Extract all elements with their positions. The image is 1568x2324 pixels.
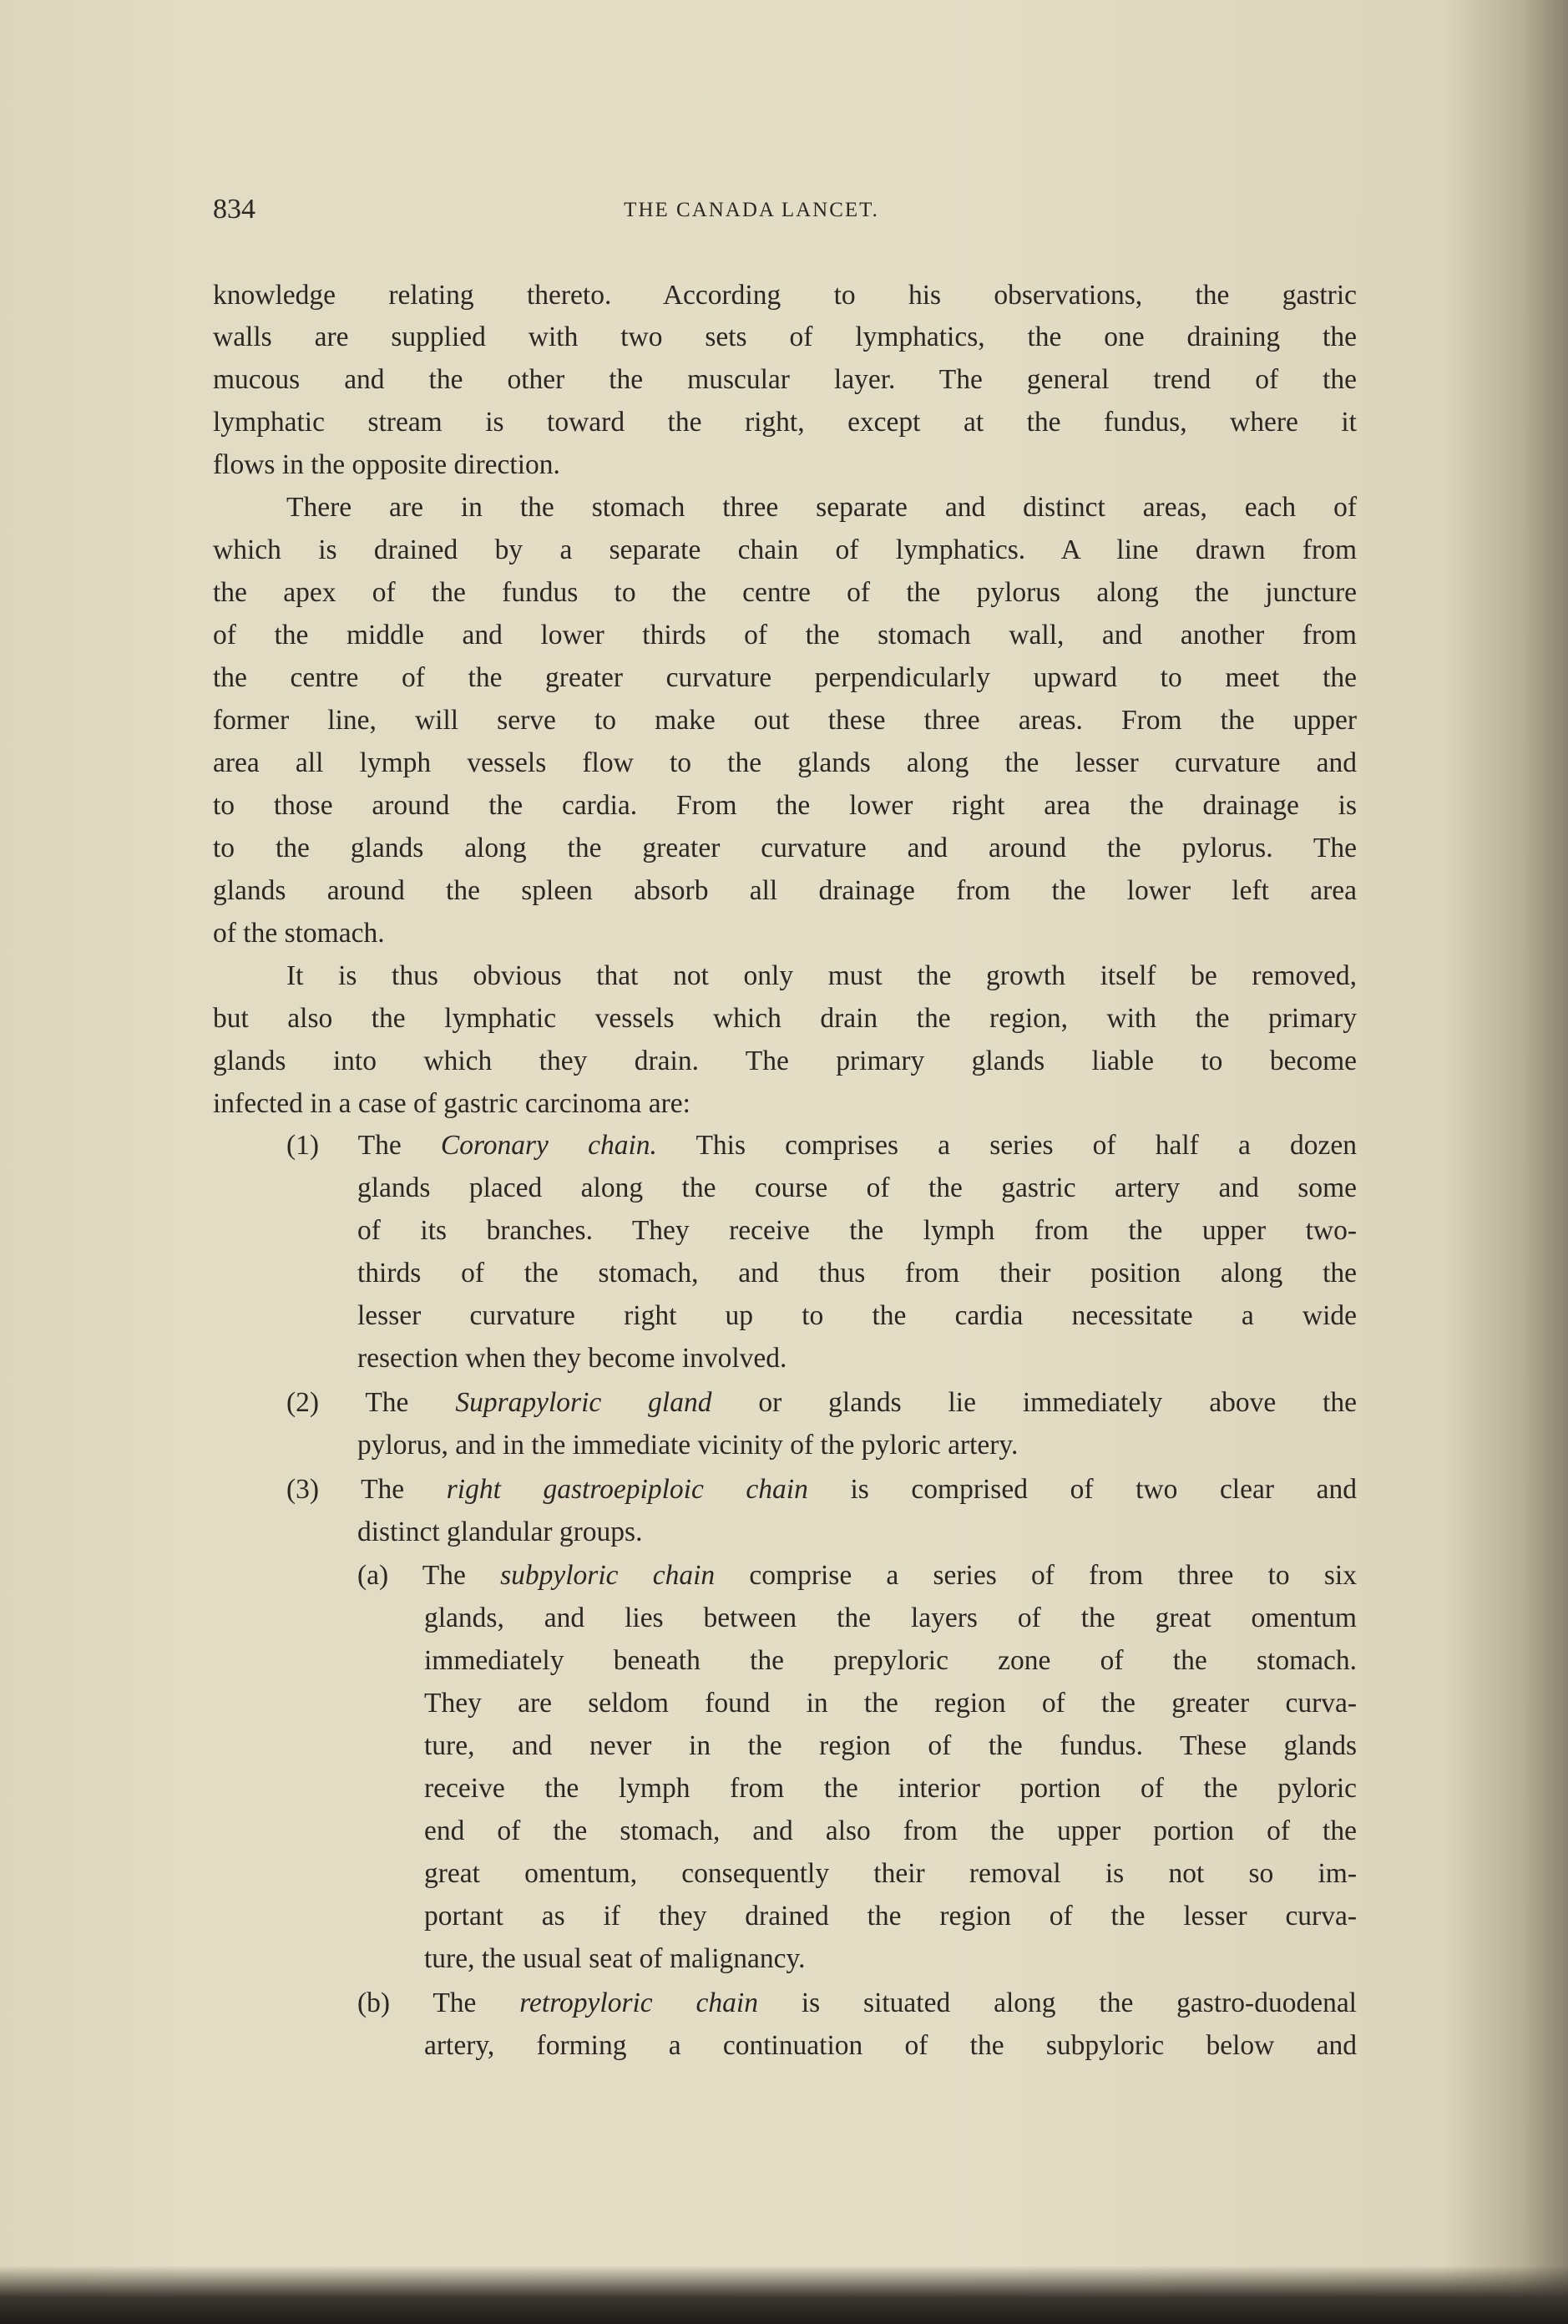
text-run: glands placed along the course of the gastric artery and some: [357, 1172, 1357, 1203]
text-run: artery, forming a continuation of the subpyloric below and: [424, 2030, 1357, 2061]
text-run: immediately beneath the prepyloric zone of the stomach.: [424, 1645, 1357, 1676]
text-run: There are in the stomach three separate and distinct areas, each of: [286, 492, 1357, 523]
text-run: receive the lymph from the interior portion of the pyloric: [424, 1773, 1357, 1804]
text-run: ture, the usual seat of malignancy.: [424, 1943, 806, 1974]
text-line: [213, 1047, 1357, 1076]
text-run: the centre of the greater curvature perpendicularly upward to meet the: [213, 662, 1357, 693]
text-line: [357, 1174, 1357, 1203]
text-run: mucous and the other the muscular layer. The general trend of the: [213, 364, 1357, 395]
text-line: [424, 1945, 805, 1973]
text-line: [424, 1860, 1357, 1888]
text-line: [213, 451, 560, 479]
text-run: which is drained by a separate chain of lymphatics. A line drawn from: [213, 534, 1357, 565]
text-run: This comprises a series of half a dozen: [656, 1130, 1357, 1161]
text-run: is situated along the gastro-duodenal: [757, 1987, 1357, 2018]
text-run: infected in a case of gastric carcinoma are:: [213, 1088, 690, 1119]
text-line: [213, 1005, 1357, 1033]
text-line: [213, 579, 1357, 607]
text-run: but also the lymphatic vessels which drain the region, with the primary: [213, 1003, 1357, 1034]
text-run: flows in the opposite direction.: [213, 449, 560, 480]
text-run: It is thus obvious that not only must the growth itself be removed,: [286, 960, 1357, 991]
text-line: [424, 2032, 1357, 2060]
text-run: former line, will serve to make out these three areas. From the upper: [213, 705, 1357, 736]
text-run: the apex of the fundus to the centre of the pylorus along the juncture: [213, 577, 1357, 608]
text-run: (b) The: [357, 1987, 520, 2018]
text-line: [213, 536, 1357, 565]
text-line: [213, 792, 1357, 820]
text-line: [213, 877, 1357, 905]
text-line: [357, 1989, 1357, 2018]
italic-term: Coronary chain.: [440, 1130, 657, 1161]
text-line: [424, 1817, 1357, 1846]
text-run: of the stomach.: [213, 918, 385, 949]
text-run: to the glands along the greater curvature and around the pylorus. The: [213, 833, 1357, 863]
text-line: [213, 323, 1357, 352]
text-run: of the middle and lower thirds of the stomach wall, and another from: [213, 620, 1357, 651]
text-run: to those around the cardia. From the lower right area the drainage is: [213, 790, 1357, 821]
text-run: is comprised of two clear and: [807, 1474, 1357, 1505]
italic-term: retropyloric chain: [519, 1987, 758, 2018]
text-line: [286, 1476, 1357, 1504]
text-line: [213, 749, 1357, 777]
text-run: They are seldom found in the region of the greater curva-: [424, 1688, 1357, 1719]
text-run: lesser curvature right up to the cardia necessitate a wide: [357, 1300, 1357, 1331]
text-line: [424, 1689, 1357, 1718]
text-run: glands, and lies between the layers of the great omentum: [424, 1602, 1357, 1633]
page-edge-shadow: [0, 2266, 1568, 2324]
text-line: [357, 1344, 787, 1373]
text-run: glands into which they drain. The primary glands liable to become: [213, 1046, 1357, 1076]
text-line: [424, 1647, 1357, 1675]
text-run: of its branches. They receive the lymph from the upper two-: [357, 1215, 1357, 1246]
text-run: knowledge relating thereto. According to his observations, the gastric: [213, 280, 1357, 311]
text-line: [424, 1732, 1357, 1760]
text-run: great omentum, consequently their removal is not so im-: [424, 1858, 1357, 1889]
text-run: (1) The: [286, 1130, 441, 1161]
text-line: [286, 962, 1357, 990]
text-line: [213, 1090, 690, 1118]
text-run: (3) The: [286, 1474, 447, 1505]
text-line: [424, 1775, 1357, 1803]
text-line: [286, 1389, 1357, 1417]
text-line: [213, 706, 1357, 735]
text-line: [357, 1562, 1357, 1590]
text-line: [213, 366, 1357, 394]
text-run: thirds of the stomach, and thus from their position along the: [357, 1258, 1357, 1289]
text-run: distinct glandular groups.: [357, 1516, 643, 1547]
text-line: [357, 1259, 1357, 1288]
text-run: comprise a series of from three to six: [715, 1560, 1357, 1591]
text-line: [213, 834, 1357, 863]
text-line: [357, 1518, 642, 1547]
text-line: [213, 408, 1357, 437]
text-run: glands around the spleen absorb all drainage from the lower left area: [213, 875, 1357, 906]
text-line: [424, 1604, 1357, 1633]
running-title: THE CANADA LANCET.: [624, 199, 879, 221]
italic-term: Suprapyloric gland: [455, 1387, 712, 1418]
text-run: or glands lie immediately above the: [711, 1387, 1358, 1418]
text-run: area all lymph vessels flow to the glands along the lesser curvature and: [213, 747, 1357, 778]
text-run: pylorus, and in the immediate vicinity of the pyloric artery.: [357, 1430, 1019, 1461]
text-run: ture, and never in the region of the fundus. These glands: [424, 1730, 1357, 1761]
italic-term: right gastroepiploic chain: [446, 1474, 808, 1505]
text-line: [424, 1902, 1357, 1931]
italic-term: subpyloric chain: [500, 1560, 716, 1591]
text-line: [357, 1431, 1018, 1460]
text-line: [357, 1217, 1357, 1245]
text-run: lymphatic stream is toward the right, except at the fundus, where it: [213, 407, 1357, 438]
text-run: walls are supplied with two sets of lymphatics, the one draining the: [213, 322, 1357, 352]
text-line: [286, 494, 1357, 522]
text-run: portant as if they drained the region of the lesser curva-: [424, 1901, 1357, 1932]
page-number: 834: [213, 194, 255, 225]
text-line: [357, 1302, 1357, 1330]
text-line: [286, 1132, 1357, 1160]
text-run: resection when they become involved.: [357, 1343, 787, 1374]
text-line: [213, 281, 1357, 310]
text-run: (a) The: [357, 1560, 501, 1591]
text-line: [213, 919, 385, 948]
page-header: [213, 194, 1348, 244]
text-line: [213, 621, 1357, 650]
text-run: end of the stomach, and also from the upper portion of the: [424, 1815, 1357, 1846]
text-run: (2) The: [286, 1387, 456, 1418]
text-line: [213, 664, 1357, 692]
